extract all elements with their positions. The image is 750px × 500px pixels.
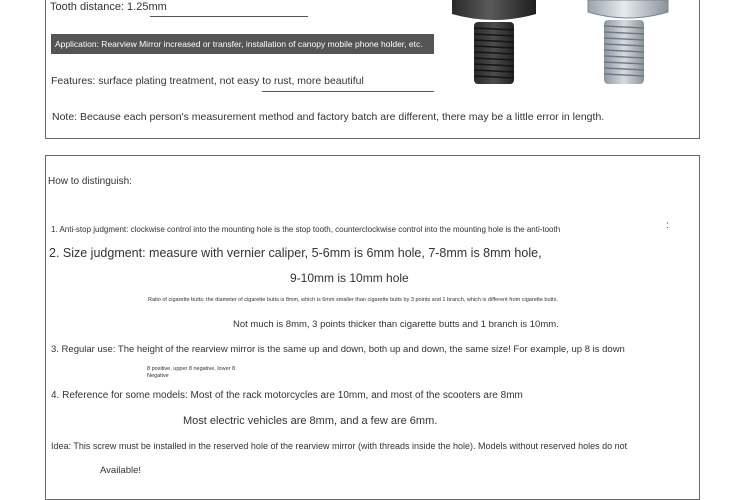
- right-bolt-image: [586, 0, 670, 88]
- guide-heading: How to distinguish:: [48, 176, 132, 187]
- models-line2: Most electric vehicles are 8mm, and a few are 6mm.: [183, 415, 438, 427]
- tooth-distance-underline: [150, 16, 308, 17]
- note-text: Note: Because each person's measurement method and factory batch are different, there may be a little error in length.: [52, 111, 605, 123]
- regular-use-small-2: Negative: [147, 373, 169, 379]
- regular-use-small-1: 8 positive, upper 8 negative, lower 8: [147, 366, 236, 372]
- features-underline: [262, 91, 434, 92]
- models-line1: 4. Reference for some models: Most of the rack motorcycles are 10mm, and most of the scooters are 8mm: [51, 390, 523, 401]
- anti-stop-text: 1. Anti-stop judgment: clockwise control into the mounting hole is the stop tooth, counterclockwise control into the mounting hole is the anti-tooth: [51, 225, 561, 234]
- tooth-distance-text: Tooth distance: 1.25mm: [50, 1, 167, 13]
- ratio-note: Ratio of cigarette butts: the diameter of cigarette butts is 8mm, which is 6mm smaller than cigarette butts by 3 points and 1 branch, which is different from cigarette butts.: [148, 297, 558, 303]
- application-banner: Application: Rearview Mirror increased or transfer, installation of canopy mobile phone holder, etc.: [51, 34, 434, 54]
- regular-use-text: 3. Regular use: The height of the rearview mirror is the same up and down, both up and down, the same size! For example, up 8 is down: [51, 344, 625, 355]
- features-text: Features: surface plating treatment, not easy to rust, more beautiful: [51, 75, 364, 87]
- size-judgment-line2: 9-10mm is 10mm hole: [290, 271, 409, 285]
- idea-line1: Idea: This screw must be installed in the reserved hole of the rearview mirror (with threads inside the hole). Models without reserved holes do not: [51, 441, 628, 451]
- size-judgment-line1: 2. Size judgment: measure with vernier caliper, 5-6mm is 6mm hole, 7-8mm is 8mm hole,: [49, 246, 542, 260]
- anti-stop-mark: :: [666, 220, 669, 231]
- left-bolt-image: [450, 0, 538, 88]
- idea-line2: Available!: [100, 465, 142, 476]
- not-much-text: Not much is 8mm, 3 points thicker than cigarette butts and 1 branch is 10mm.: [233, 319, 559, 330]
